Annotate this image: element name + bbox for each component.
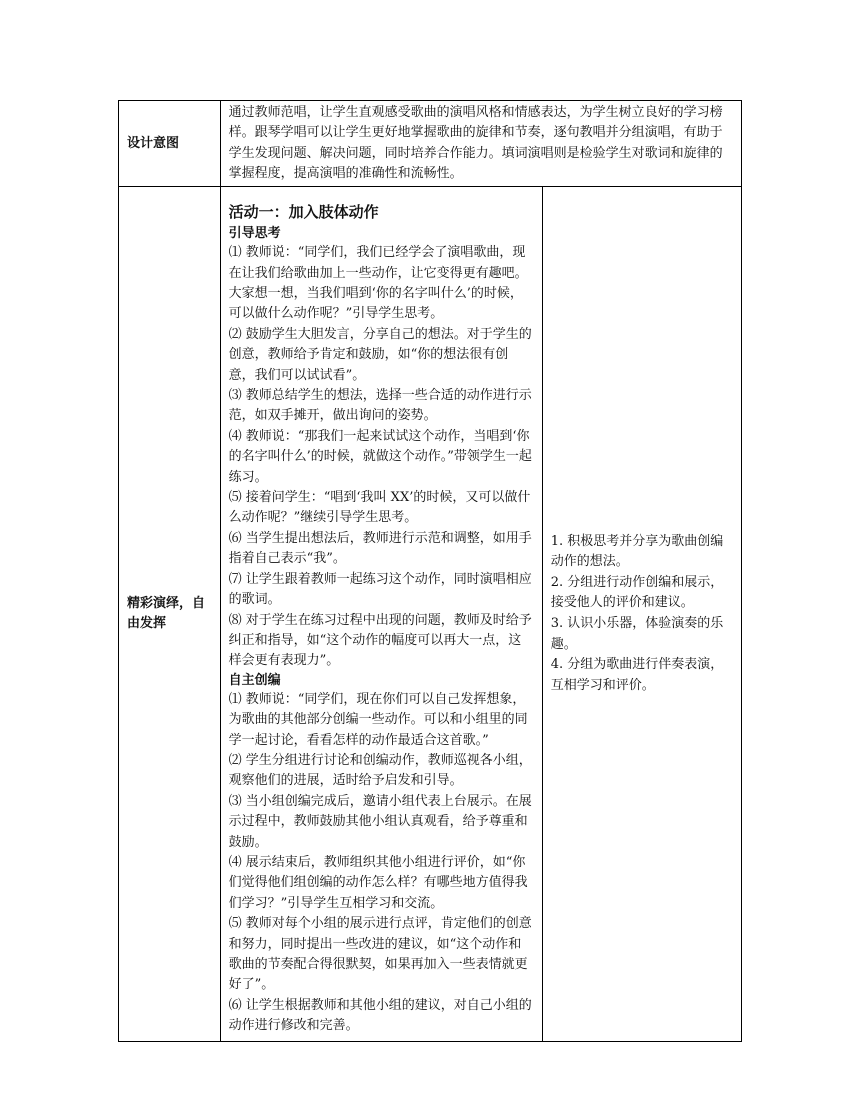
step-item: ⑴ 教师说：“同学们，我们已经学会了演唱歌曲，现在让我们给歌曲加上一些动作，让它变得更有趣吧。大家想一想，当我们唱到‘你的名字叫什么’的时候，可以做什么动作呢？”引导学生思考。 — [228, 245, 528, 322]
goal-item: 1. 积极思考并分享为歌曲创编动作的想法。 — [550, 533, 724, 570]
section-title-guided-thinking: 引导思考 — [228, 226, 281, 242]
step-item: ⑵ 鼓励学生大胆发言，分享自己的想法。对于学生的创意，教师给予肯定和鼓励，如“你的想法很有创意，我们可以试试看”。 — [228, 326, 532, 383]
step-item: ⑸ 教师对每个小组的展示进行点评，肯定他们的创意和努力，同时提出一些改进的建议，如“这个动作和歌曲的节奏配合得很默契，如果再加入一些表情就更好了”。 — [228, 916, 532, 993]
design-intent-row — [119, 101, 742, 187]
activity-content-cell — [220, 187, 542, 1041]
guided-thinking-steps — [229, 243, 534, 672]
step-item: ⑵ 学生分组进行讨论和创编动作，教师巡视各小组，观察他们的进展，适时给予启发和引导。 — [228, 752, 532, 789]
self-creation-steps — [229, 690, 534, 1037]
step-item: ⑹ 当学生提出想法后，教师进行示范和调整，如用手指着自己表示“我”。 — [228, 530, 532, 567]
section-title-self-creation: 自主创编 — [228, 672, 281, 688]
design-intent-label: 设计意图 — [119, 101, 221, 187]
step-item: ⑶ 当小组创编完成后，邀请小组代表上台展示。在展示过程中，教师鼓励其他小组认真观看，给予尊重和鼓励。 — [228, 793, 532, 850]
learning-goals-list — [551, 532, 733, 697]
activity-row-label: 精彩演绎，自由发挥 — [119, 187, 221, 1041]
step-item: ⑶ 教师总结学生的想法，选择一些合适的动作进行示范，如双手摊开，做出询问的姿势。 — [228, 388, 532, 424]
step-item: ⑴ 教师说：“同学们，现在你们可以自己发挥想象，为歌曲的其他部分创编一些动作。可以和小组里的同学一起讨论，看看怎样的动作最适合这首歌。” — [228, 691, 528, 748]
goal-item: 3. 认识小乐器，体验演奏的乐趣。 — [550, 615, 724, 652]
step-item: ⑷ 展示结束后，教师组织其他小组进行评价，如“你们觉得他们组创编的动作怎么样？有哪些地方值得我们学习？”引导学生互相学习和交流。 — [228, 854, 528, 911]
step-item: ⑷ 教师说：“那我们一起来试试这个动作，当唱到‘你的名字叫什么’的时候，就做这个动作。”带领学生一起练习。 — [228, 428, 532, 485]
step-item: ⑹ 让学生根据教师和其他小组的建议，对自己小组的动作进行修改和完善。 — [228, 997, 532, 1034]
step-item: ⑺ 让学生跟着教师一起练习这个动作，同时演唱相应的歌词。 — [228, 571, 532, 608]
goal-item: 4. 分组为歌曲进行伴奏表演，互相学习和评价。 — [550, 657, 724, 693]
design-intent-text: 通过教师范唱，让学生直观感受歌曲的演唱风格和情感表达，为学生树立良好的学习榜样。跟琴学唱可以让学生更好地掌握歌曲的旋律和节奏，逐句教唱并分组演唱，有助于学生发现问题、解决问题，同时培养合作能力。填词演唱则是检验学生对歌词和旋律的掌握程度，提高演唱的准确性和流畅性。 — [220, 101, 741, 187]
step-item: ⑸ 接着问学生：“唱到‘我叫 XX’的时候，又可以做什么动作呢？”继续引导学生思考。 — [228, 490, 531, 526]
learning-goals-cell — [542, 187, 741, 1041]
lesson-plan-table — [118, 100, 742, 1042]
activity-row — [119, 187, 742, 1041]
step-item: ⑻ 对于学生在练习过程中出现的问题，教师及时给予纠正和指导，如“这个动作的幅度可以再大一点，这样会更有表现力”。 — [228, 612, 532, 669]
goal-item: 2. 分组进行动作创编和展示，接受他人的评价和建议。 — [550, 574, 724, 611]
activity-title: 活动一：加入肢体动作 — [228, 203, 379, 222]
